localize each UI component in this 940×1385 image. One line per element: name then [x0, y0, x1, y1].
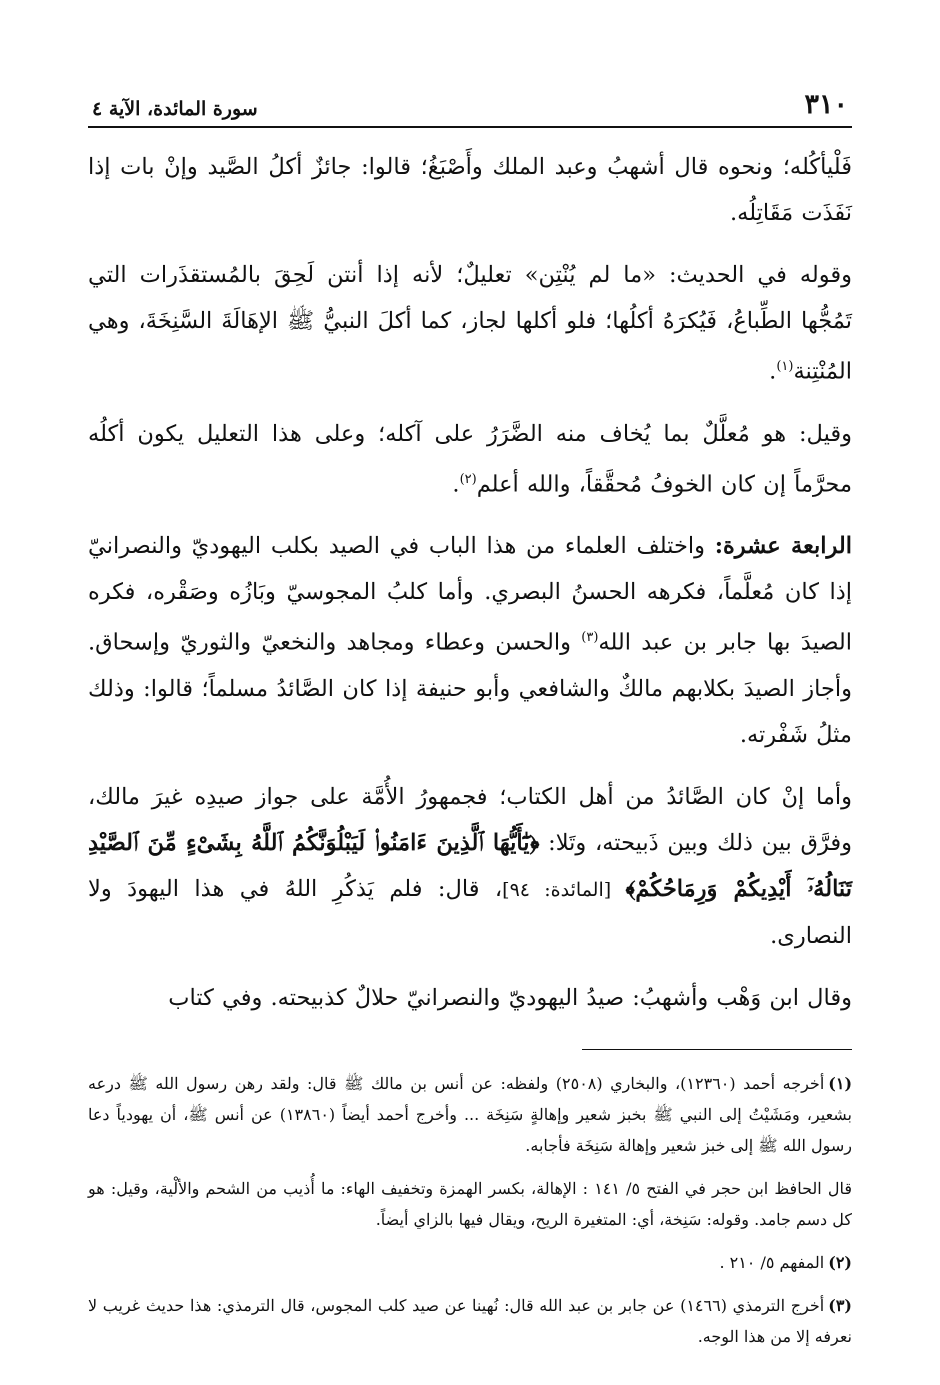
paragraph-text: . — [452, 471, 460, 497]
verse-reference: [المائدة: ٩٤] — [502, 878, 626, 901]
paragraph-text: . — [769, 358, 777, 385]
main-text — [88, 144, 852, 1021]
paragraph — [88, 774, 852, 959]
paragraph-text: وقال ابن وَهْب وأشهبُ: صيدُ اليهوديّ والنصرانيّ حلالٌ كذبيحته. وفي كتاب — [168, 984, 852, 1011]
footnote — [88, 1247, 852, 1278]
section-heading: الرابعة عشرة: — [714, 533, 853, 559]
paragraph-text: وأما إنْ كان الصَّائدُ من أهل الكتاب؛ فجمهورُ الأُمَّة على جواز صيدِه غيرَ مالك، وفرَّق بين ذلك وبين ذَبيحته، وتَلا: — [88, 783, 852, 856]
footnote-number: (١) — [828, 1073, 853, 1093]
footnote-text: المفهم ٥/ ٢١٠ . — [719, 1252, 825, 1272]
paragraph-text: ، قال: فلم يَذكُرِ اللهُ في هذا اليهودَ ولا النصارى. — [88, 875, 852, 949]
page-header — [88, 78, 852, 128]
footnote-number: (٣) — [828, 1295, 852, 1315]
paragraph-text: والحسن وعطاء ومجاهد والنخعيّ والثوريّ وإسحاق. وأجاز الصيدَ بكلابهم مالكٌ والشافعي وأبو حنيفة إذا كان الصَّائدُ مسلماً؛ قالوا: وذلك مثلُ شَفْرته. — [88, 629, 852, 748]
quran-verse: ﴿يَٰٓأَيُّهَا ٱلَّذِينَ ءَامَنُوا۟ لَيَبْلُوَنَّكُمُ ٱللَّهُ بِشَىْءٍ مِّنَ ٱلصَّيْدِ تَنَالُهُۥٓ أَيْدِيكُمْ وَرِمَاحُكُمْ﴾ — [88, 829, 852, 902]
paragraph — [88, 523, 852, 758]
footnote-text: قال الحافظ ابن حجر في الفتح ٥/ ١٤١ : الإهالة، بكسر الهمزة وتخفيف الهاء: ما أُذيب من الشحم والألْية، وقيل: هو كل دسم جامد. وقوله: سَنِخة، أي: المتغيرة الريح، ويقال فيها بالزاي أيضاً. — [88, 1178, 853, 1229]
footnote — [88, 1068, 852, 1161]
paragraph-text: واختلف العلماء من هذا الباب في الصيد بكلب اليهوديّ والنصرانيّ إذا كان مُعلَّماً، فكرهه الحسنُ البصري. وأما كلبُ المجوسيّ وبَازُه وصَقْره، فكره الصيدَ بها جابر بن عبد الله — [88, 533, 852, 656]
footnote-text: أخرج الترمذي (١٤٦٦) عن جابر بن عبد الله قال: نُهينا عن صيد كلب المجوس، قال الترمذي: هذا حديث غريب لا نعرفه إلا من هذا الوجه. — [88, 1295, 852, 1346]
page-number: ٣١٠ — [804, 89, 848, 120]
paragraph — [88, 975, 852, 1021]
footnote-marker[interactable]: (٣) — [581, 630, 599, 645]
paragraph — [88, 252, 852, 395]
paragraph-text: وقيل: هو مُعلَّلٌ بما يُخاف منه الضَّرَرُ على آكله؛ وعلى هذا التعليل يكون أكلُه محرَّماً إن كان الخوفُ مُحقَّقاً، والله أعلم — [88, 420, 852, 497]
footnote-number: (٢) — [828, 1252, 852, 1272]
footnote — [88, 1173, 852, 1235]
footnote-text: أخرجه أحمد (١٢٣٦٠)، والبخاري (٢٥٠٨) ولفظه: عن أنس بن مالك ﷺ قال: ولقد رهن رسول الله ﷺ درعه بشعير، ومَشَيْتُ إلى النبي ﷺ بخبز شعير وإهالةٍ سَنِخَة ... وأخرج أحمد أيضاً (١٣٨٦٠) عن أنس ﷺ، أن يهودياً دعا رسول الله ﷺ إلى خبز شعير وإهالة سَنِخَة فأجابه. — [88, 1073, 853, 1155]
footnote-marker[interactable]: (١) — [776, 359, 794, 374]
footnote — [88, 1290, 852, 1352]
paragraph — [88, 144, 852, 236]
footnote-divider — [582, 1049, 852, 1050]
paragraph-text: وقوله في الحديث: «ما لم يُنْتِن» تعليلٌ؛ لأنه إذا أنتن لَحِقَ بالمُستقذَرات التي تَمُجُّها الطِّباعُ، فَيُكرَهُ أكلُها؛ فلو أكلها لجاز، كما أكلَ النبيُّ ﷺ الإهَالَةَ السَّنِخَةَ، وهي المُنْتِنة — [88, 262, 852, 385]
paragraph-text: فَلْيأكُله؛ ونحوه قال أشهبُ وعبد الملك وأَصْبَغُ؛ قالوا: جائزٌ أكلُ الصَّيد وإنْ بات إذا نَفَذَت مَقَاتِلُه. — [88, 154, 852, 226]
footnote-marker[interactable]: (٢) — [459, 471, 477, 487]
paragraph — [88, 411, 852, 508]
running-title: سورة المائدة، الآية ٤ — [92, 98, 258, 120]
footnotes — [88, 1068, 852, 1352]
